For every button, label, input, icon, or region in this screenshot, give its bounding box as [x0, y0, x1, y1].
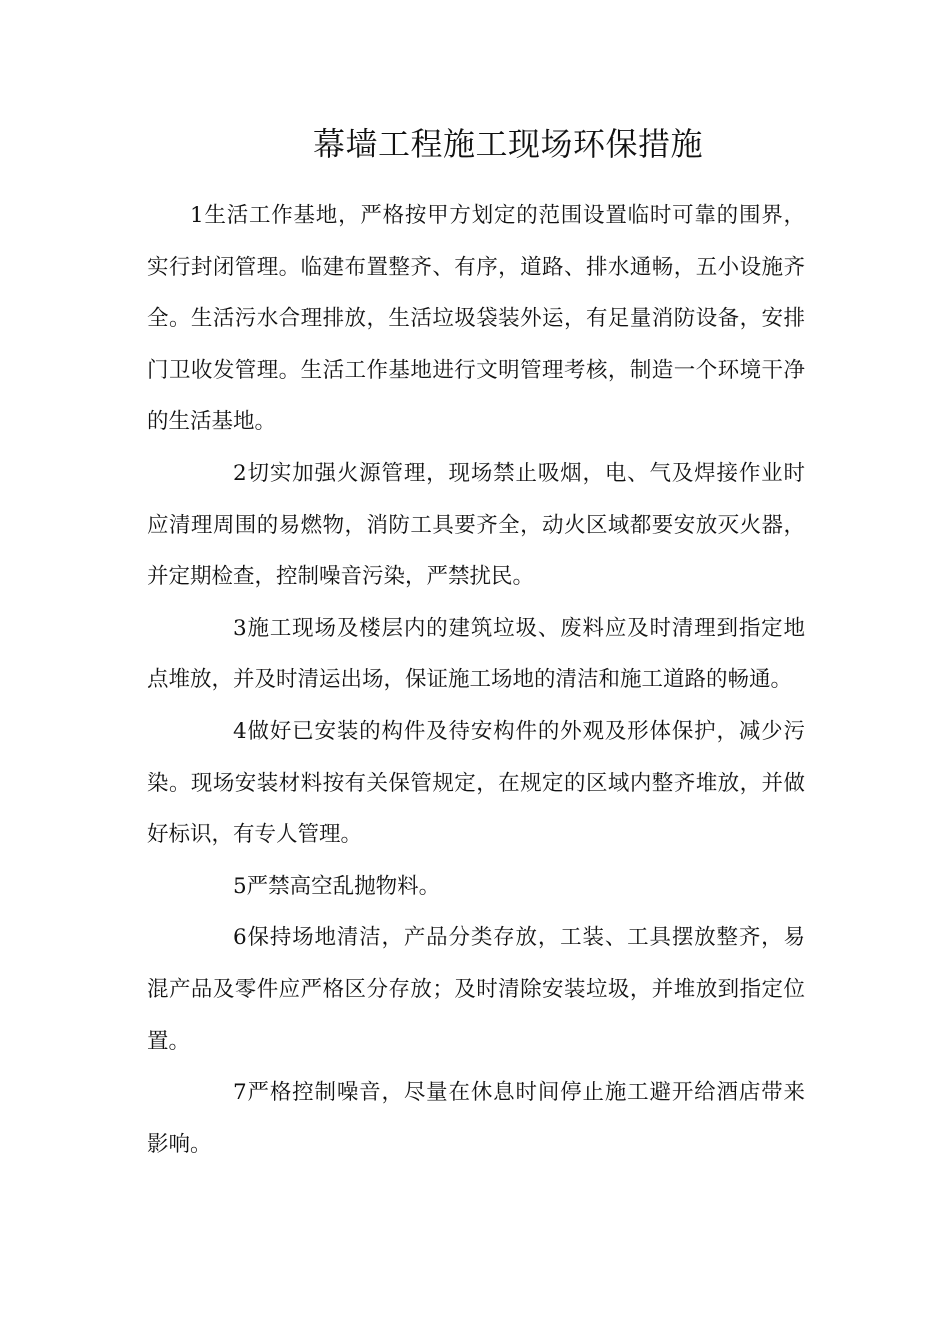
paragraph-4: 4做好已安装的构件及待安构件的外观及形体保护，减少污染。现场安装材料按有关保管规定，在规定的区域内整齐堆放，并做好标识，有专人管理。 — [147, 718, 805, 848]
document-title: 幕墙工程施工现场环保措施 — [312, 125, 703, 163]
paragraph-1: 1生活工作基地，严格按甲方划定的范围设置临时可靠的围界，实行封闭管理。临建布置整齐、有序，道路、排水通畅，五小设施齐全。生活污水合理排放，生活垃圾袋装外运，有足量消防设备，安排门卫收发管理。生活工作基地进行文明管理考核，制造一个环境干净的生活基地。 — [147, 203, 805, 435]
document-body — [147, 190, 805, 1170]
paragraph-3: 3施工现场及楼层内的建筑垃圾、废料应及时清理到指定地点堆放，并及时清运出场，保证施工场地的清洁和施工道路的畅通。 — [147, 615, 805, 693]
paragraph-7: 7严格控制噪音，尽量在休息时间停止施工避开给酒店带来影响。 — [147, 1080, 805, 1157]
paragraph-5: 5严禁高空乱抛物料。 — [233, 873, 441, 899]
paragraph-6: 6保持场地清洁，产品分类存放，工装、工具摆放整齐，易混产品及零件应严格区分存放；及时清除安装垃圾，并堆放到指定位置。 — [147, 925, 805, 1054]
paragraph-2: 2切实加强火源管理，现场禁止吸烟，电、气及焊接作业时应清理周围的易燃物，消防工具要齐全，动火区域都要安放灭火器，并定期检查，控制噪音污染，严禁扰民。 — [147, 460, 805, 590]
